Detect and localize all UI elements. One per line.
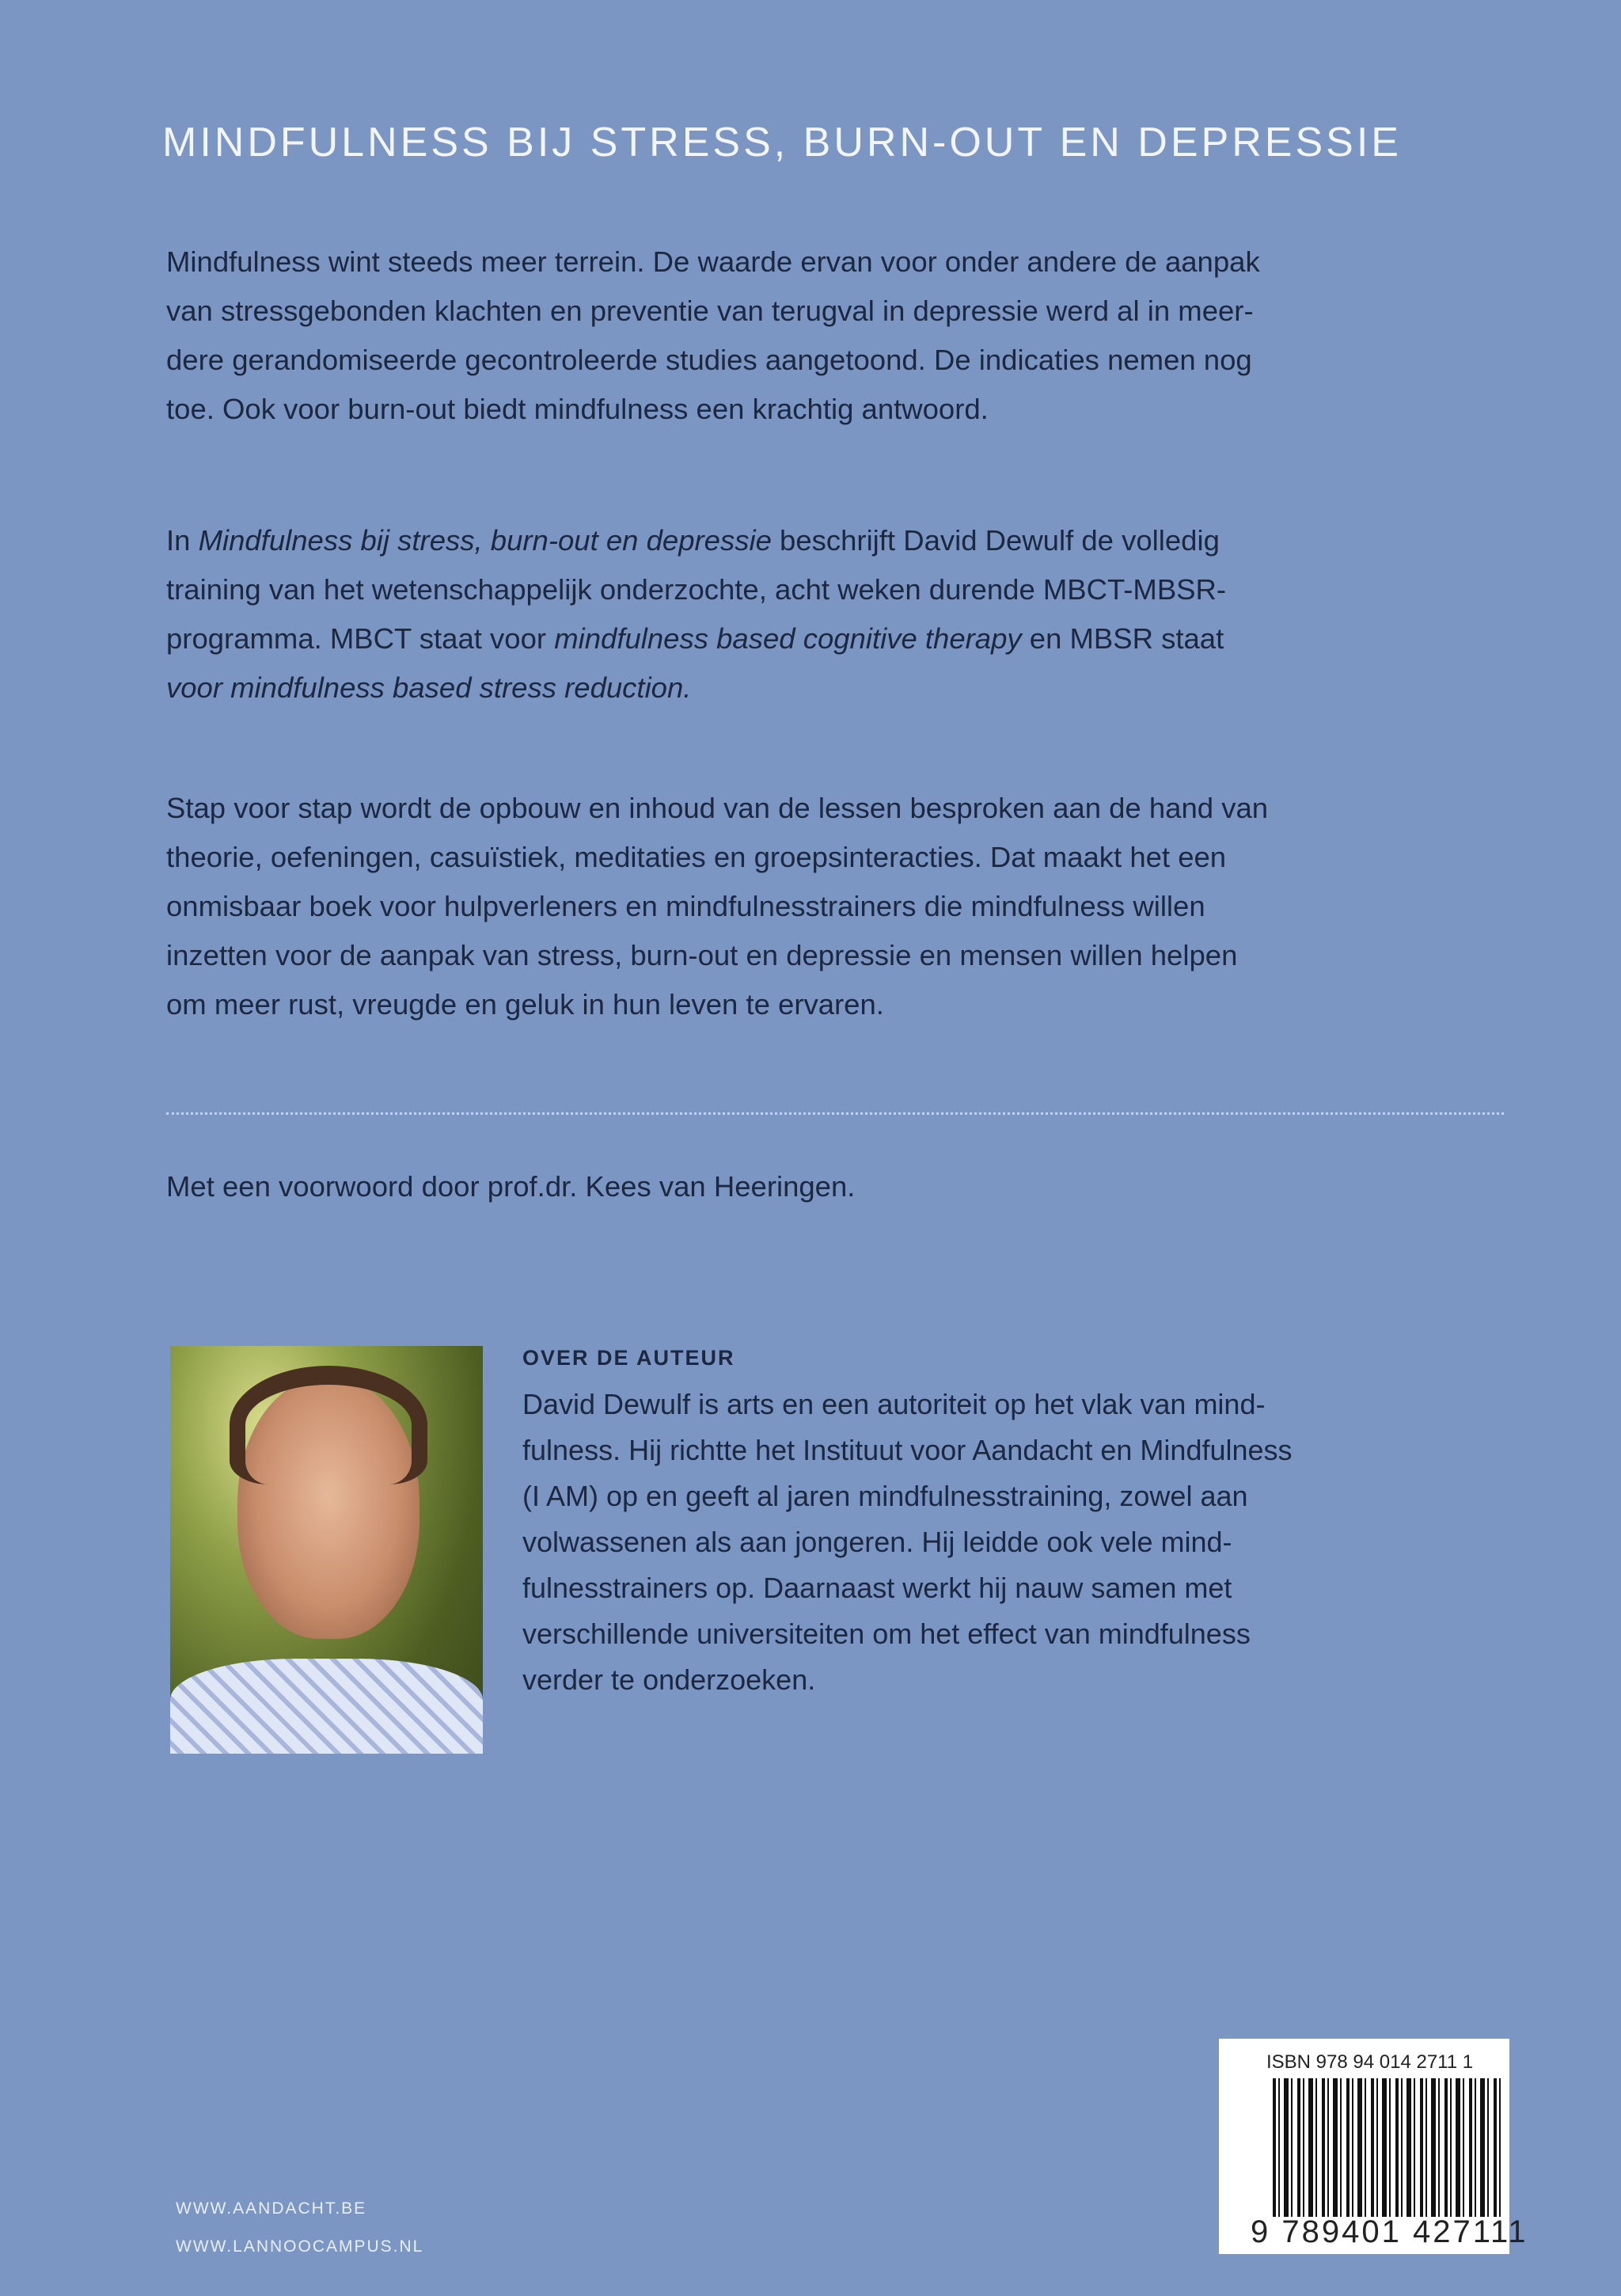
foreword-note: Met een voorwoord door prof.dr. Kees van Heeringen.: [166, 1170, 856, 1203]
italic-text: voor mindfulness based stress reduction.: [166, 671, 692, 704]
text-line: [166, 931, 1268, 980]
text-segment: inzetten voor de aanpak van stress, burn-out en depressie en mensen willen helpen: [166, 939, 1238, 971]
text-segment: Mindfulness wint steeds meer terrein. De waarde ervan voor onder andere de aanpak: [166, 245, 1260, 278]
author-shirt: [170, 1659, 483, 1754]
text-segment: programma. MBCT staat voor: [166, 622, 555, 655]
text-segment: training van het wetenschappelijk onderzochte, acht weken durende MBCT-MBSR-: [166, 573, 1227, 606]
italic-text: mindfulness based cognitive therapy: [554, 622, 1022, 655]
text-segment: en MBSR staat: [1021, 622, 1224, 655]
bio-line: fulness. Hij richtte het Instituut voor Aandacht en Mindfulness: [522, 1434, 1293, 1466]
text-line: [166, 663, 1226, 713]
text-segment: In: [166, 524, 199, 557]
text-line: [166, 565, 1226, 614]
text-line: [166, 833, 1268, 882]
text-line: [166, 784, 1268, 833]
text-segment: om meer rust, vreugde en geluk in hun leven te ervaren.: [166, 988, 884, 1021]
text-line: [166, 882, 1268, 931]
text-segment: toe. Ook voor burn-out biedt mindfulness een krachtig antwoord.: [166, 393, 989, 425]
dotted-divider: [166, 1112, 1504, 1115]
text-line: [166, 238, 1260, 287]
barcode-bars: [1273, 2078, 1502, 2217]
bio-line: (I AM) op en geeft al jaren mindfulnesstraining, zowel aan: [522, 1480, 1248, 1512]
author-photo: [170, 1346, 483, 1754]
author-heading: OVER DE AUTEUR: [522, 1346, 735, 1370]
content-paragraph: [166, 784, 1268, 1029]
text-line: [166, 385, 1260, 434]
bio-line: David Dewulf is arts en een autoriteit op het vlak van mind-: [522, 1388, 1266, 1420]
author-hair: [230, 1366, 427, 1484]
bio-line: fulnesstrainers op. Daarnaast werkt hij nauw samen met: [522, 1572, 1232, 1604]
author-bio: [522, 1382, 1293, 1703]
website-link: WWW.LANNOOCAMPUS.NL: [176, 2237, 424, 2256]
text-segment: dere gerandomiseerde gecontroleerde studies aangetoond. De indicaties nemen nog: [166, 344, 1252, 376]
isbn-barcode: [1219, 2039, 1528, 2254]
text-segment: van stressgebonden klachten en preventie van terugval in depressie werd al in meer-: [166, 295, 1254, 327]
isbn-text: ISBN 978 94 014 2711 1: [1266, 2051, 1474, 2073]
intro-paragraph: [166, 238, 1260, 434]
text-segment: onmisbaar boek voor hulpverleners en mindfulnesstrainers die mindfulness willen: [166, 890, 1205, 922]
italic-text: Mindfulness bij stress, burn-out en depressie: [198, 524, 772, 557]
text-line: [166, 287, 1260, 336]
book-title: MINDFULNESS BIJ STRESS, BURN-OUT EN DEPRESSIE: [162, 120, 1402, 165]
description-paragraph: [166, 516, 1226, 713]
text-segment: beschrijft David Dewulf de volledig: [771, 524, 1220, 557]
website-link: WWW.AANDACHT.BE: [176, 2199, 367, 2218]
text-segment: theorie, oefeningen, casuïstiek, meditaties en groepsinteracties. Dat maakt het een: [166, 841, 1227, 873]
text-segment: Stap voor stap wordt de opbouw en inhoud van de lessen besproken aan de hand van: [166, 792, 1269, 824]
text-line: [166, 336, 1260, 385]
text-line: [166, 516, 1226, 565]
bio-line: verschillende universiteiten om het effect van mindfulness: [522, 1617, 1251, 1650]
bio-line: verder te onderzoeken.: [522, 1663, 816, 1696]
text-line: [166, 614, 1226, 663]
ean-number: 9 789401 427111: [1251, 2214, 1528, 2249]
bio-line: volwassenen als aan jongeren. Hij leidde ook vele mind-: [522, 1526, 1232, 1558]
text-line: [166, 980, 1268, 1029]
